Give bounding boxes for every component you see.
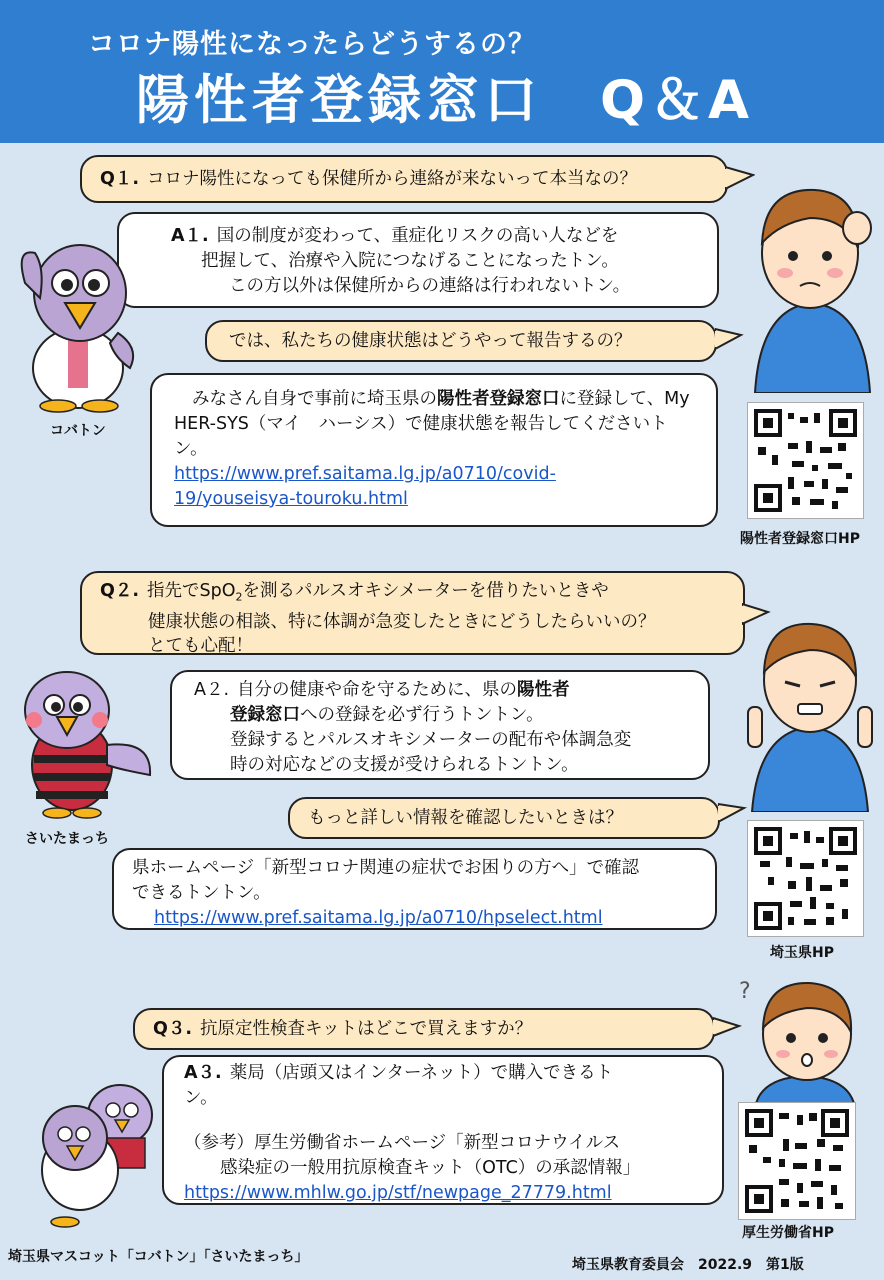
answer-text: 県ホームページ「新型コロナ関連の症状でお困りの方へ」で確認 [132,858,640,878]
answer-highlight: 陽性者登録窓口 [437,389,560,409]
qr-caption-mhlw: 厚生労働省HP [742,1225,834,1241]
answer-number: A３. [184,1063,222,1083]
question-text: 2 [235,590,243,604]
answer-highlight: 登録窓口 [230,705,300,725]
footer-publisher: 埼玉県教育委員会 2022.9 第1版 [572,1257,804,1273]
question-number: Q２. [100,581,140,601]
question-bubble-3 [133,1008,715,1050]
page-title: 陽性者登録窓口 Q＆A [136,70,755,131]
kobaton-mascot [10,228,145,413]
saitamacchi-caption: さいたまっち [25,831,109,847]
answer-text: に登録して、My HER-SYS（マイ ハーシス）で健康状態を報告してくださいトン。 [174,389,690,459]
boy-illustration-question [735,968,875,1108]
answer-highlight: 陽性者 [517,680,570,700]
mascot-credit: 埼玉県マスコット「コバトン」「さいたまっち」 [8,1249,309,1265]
question-text: では、私たちの健康状態はどうやって報告するの？ [229,331,632,351]
answer-number: A２. [194,680,230,700]
page-subtitle: コロナ陽性になったらどうするの？ [88,29,536,60]
answer-bubble-3 [162,1055,724,1205]
question-text: を測るパルスオキシメーターを借りたいときや [242,581,609,601]
answer-text: 把握して、治療や入院につなげることになったトン。 [201,251,619,271]
question-text: 健康状態の相談、特に体調が急変したときにどうしたらいいの？ [148,611,656,632]
header-banner [0,0,884,143]
mhlw-link[interactable]: https://www.mhlw.go.jp/stf/newpage_27779.html [184,1183,612,1203]
question-bubble-2 [80,571,745,655]
boy-illustration-worried [740,612,880,812]
bubble-tail [715,325,745,355]
answer-text: 薬局（店頭又はインターネット）で購入できるト [229,1063,614,1083]
question-text: 抗原定性検査キットはどこで買えますか？ [200,1019,533,1039]
answer-text: ン。 [184,1088,218,1108]
question-bubble-1 [80,155,728,203]
question-text: コロナ陽性になっても保健所から連絡が来ないって本当なの？ [147,169,638,189]
prefecture-link[interactable]: https://www.pref.saitama.lg.jp/a0710/hpselect.html [154,908,603,928]
mascot-pair [25,1060,165,1230]
svg-text:?: ? [739,979,751,1004]
answer-text: への登録を必ず行うトントン。 [300,705,544,725]
answer-text: みなさん自身で事前に埼玉県の [192,389,437,409]
answer-text: 時の対応などの支援が受けられるトントン。 [230,755,579,775]
qr-caption-prefecture: 埼玉県HP [770,945,834,961]
answer-bubble-1b [150,373,718,527]
answer-text: 感染症の一般用抗原検査キット（OTC）の承認情報」 [220,1158,641,1178]
answer-text: 登録するとパルスオキシメーターの配布や体調急変 [230,730,632,750]
question-text: 指先でSpO [147,581,236,601]
answer-text: この方以外は保健所からの連絡は行われないトン。 [229,276,631,296]
saitamacchi-mascot [12,655,157,820]
answer-bubble-2b [112,848,717,930]
qr-code-registration[interactable] [747,402,864,519]
question-text: もっと詳しい情報を確認したいときは？ [308,808,623,828]
answer-bubble-1 [117,212,719,308]
registration-link[interactable]: https://www.pref.saitama.lg.jp/a0710/covid- 19/youseisya-touroku.html [174,464,556,509]
answer-text: （参考）厚生労働省ホームページ「新型コロナウイルス [184,1133,621,1153]
kobaton-caption: コバトン [50,423,106,439]
question-bubble-2b [288,797,720,839]
qr-caption-registration: 陽性者登録窓口HP [740,531,860,547]
answer-text: 国の制度が変わって、重症化リスクの高い人などを [216,226,619,246]
answer-number: A１. [171,226,209,246]
answer-text: できるトントン。 [132,883,271,903]
question-number: Q３. [153,1019,193,1039]
question-bubble-1b [205,320,717,362]
qr-code-mhlw[interactable] [738,1102,856,1220]
question-number: Q１. [100,169,140,189]
boy-illustration-thinking [745,168,880,393]
question-text: とても心配！ [148,635,253,656]
answer-text: 自分の健康や命を守るために、県の [237,680,518,700]
qr-code-prefecture[interactable] [747,820,864,937]
answer-bubble-2 [170,670,710,780]
